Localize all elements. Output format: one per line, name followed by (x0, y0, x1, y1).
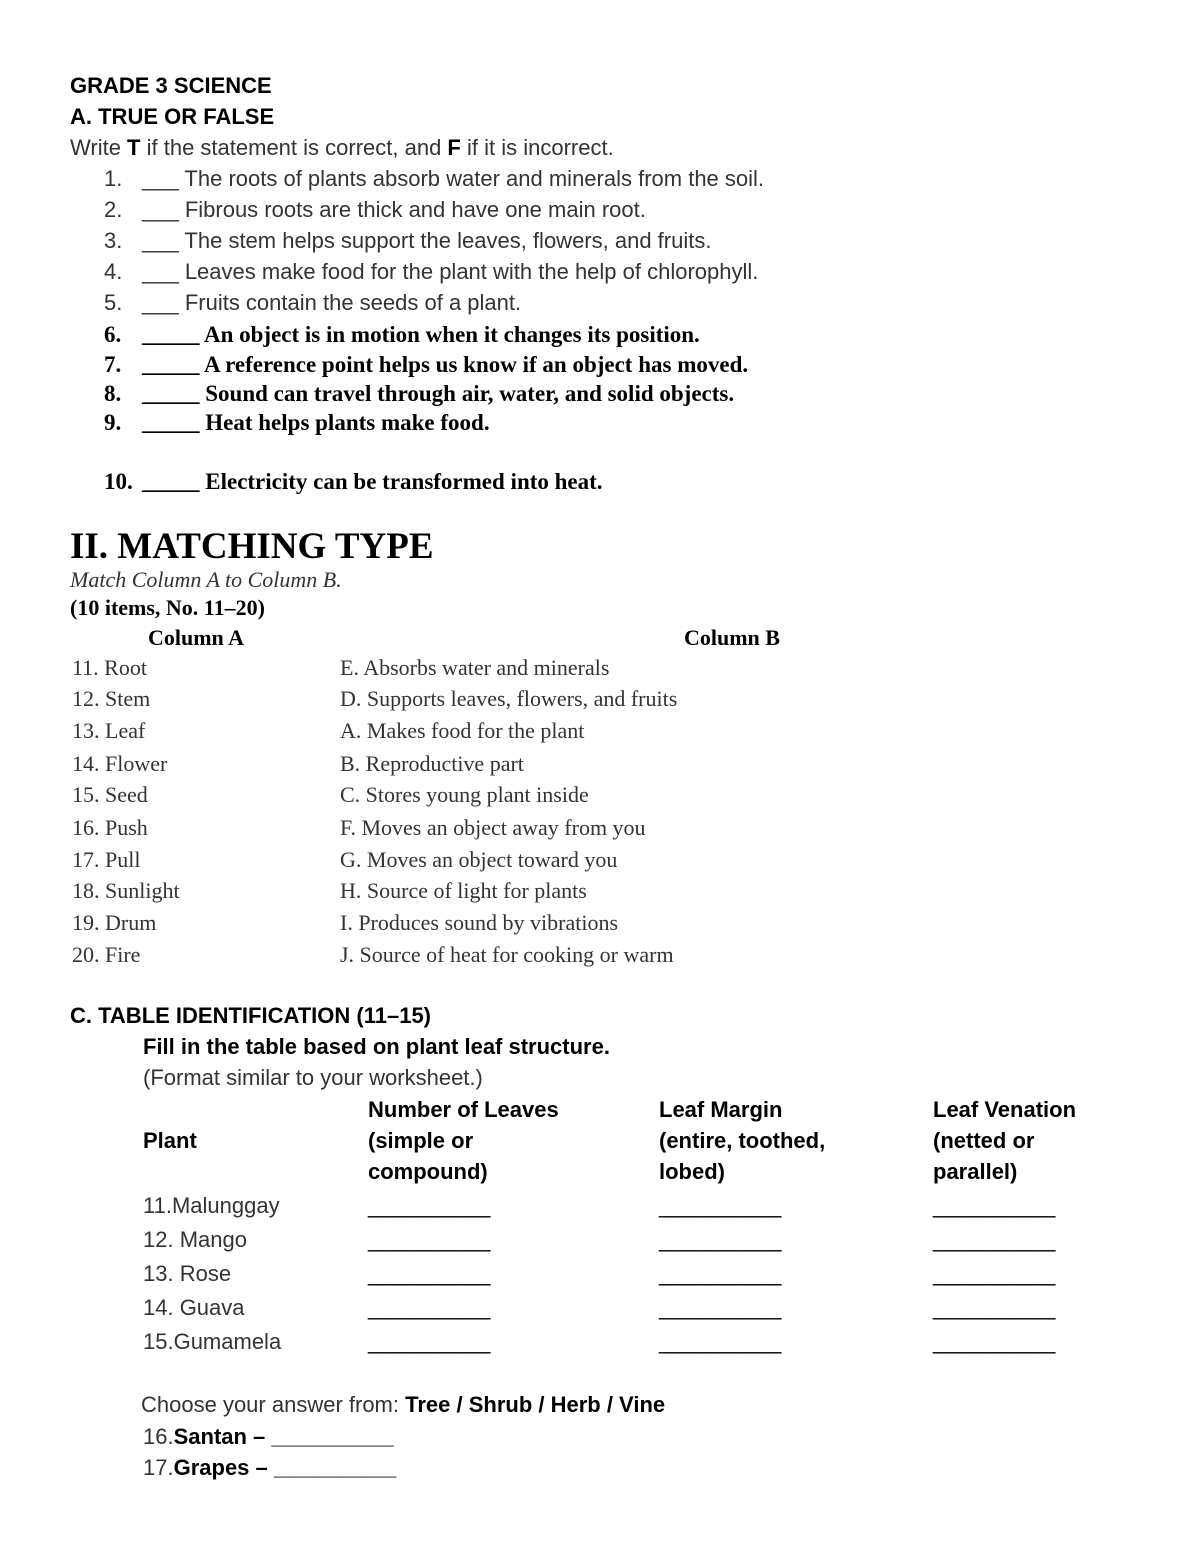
table-row-plant: 13. Rose (143, 1261, 232, 1286)
header-number-line1: Number of Leaves (368, 1097, 559, 1122)
column-a-item: 11. Root (72, 655, 147, 680)
section-a-instruction (70, 135, 614, 161)
column-b-item: F. Moves an object away from you (340, 815, 646, 840)
item-number: 3. (104, 228, 123, 253)
list-item (104, 259, 122, 285)
list-item-text: _____ Sound can travel through air, water, and solid objects. (142, 381, 735, 406)
choose-item (143, 1455, 396, 1481)
column-b-item: G. Moves an object toward you (340, 847, 618, 872)
header-number-line3: compound) (368, 1159, 488, 1184)
table-row-plant: 11.Malunggay (143, 1193, 280, 1218)
item-number: 2. (104, 197, 123, 222)
list-item-text: _____ Heat helps plants make food. (142, 410, 490, 435)
item-number: 8. (104, 381, 122, 406)
column-b-item: C. Stores young plant inside (340, 782, 589, 807)
item-label: Santan – (173, 1424, 272, 1449)
answer-blank[interactable]: __________ (933, 1261, 1056, 1286)
worksheet-title: GRADE 3 SCIENCE (70, 73, 272, 98)
header-margin-line3: lobed) (659, 1159, 725, 1184)
column-a-item: 14. Flower (72, 751, 168, 776)
column-b-item: A. Makes food for the plant (340, 718, 585, 743)
instruction-t: T (127, 135, 141, 160)
header-plant: Plant (143, 1128, 197, 1153)
answer-blank[interactable]: __________ (368, 1193, 491, 1218)
list-item-text: _____ An object is in motion when it changes its position. (142, 322, 700, 347)
header-venation-line1: Leaf Venation (933, 1097, 1077, 1122)
answer-blank[interactable]: __________ (368, 1295, 491, 1320)
matching-heading: II. MATCHING TYPE (70, 526, 434, 567)
column-b-item: J. Source of heat for cooking or warm (340, 942, 674, 967)
column-a-item: 20. Fire (72, 942, 141, 967)
item-number: 17. (143, 1455, 174, 1480)
column-a-item: 18. Sunlight (72, 878, 180, 903)
list-item-text: _____ Electricity can be transformed into heat. (142, 469, 603, 494)
table-section-heading: C. TABLE IDENTIFICATION (11–15) (70, 1003, 432, 1028)
matching-items-note: (10 items, No. 11–20) (70, 595, 265, 620)
choose-options: Tree / Shrub / Herb / Vine (405, 1392, 666, 1417)
column-b-item: B. Reproductive part (340, 751, 524, 776)
answer-blank[interactable]: __________ (659, 1295, 782, 1320)
section-a-heading: A. TRUE OR FALSE (70, 104, 275, 129)
column-a-header: Column A (148, 625, 244, 650)
answer-blank[interactable]: __________ (273, 1455, 397, 1480)
table-row-plant: 14. Guava (143, 1295, 245, 1320)
item-label: Grapes – (173, 1455, 274, 1480)
column-b-item: I. Produces sound by vibrations (340, 910, 619, 935)
answer-blank[interactable]: __________ (368, 1261, 491, 1286)
answer-blank[interactable]: __________ (368, 1227, 491, 1252)
item-number: 4. (104, 259, 123, 284)
header-margin-line1: Leaf Margin (659, 1097, 783, 1122)
instruction-post: if it is incorrect. (460, 135, 614, 160)
item-number: 7. (104, 352, 122, 377)
answer-blank[interactable]: __________ (933, 1295, 1056, 1320)
list-item-text: _____ A reference point helps us know if an object has moved. (142, 352, 749, 377)
matching-instruction: Match Column A to Column B. (70, 567, 342, 592)
list-item-text: ___ Fibrous roots are thick and have one main root. (142, 197, 646, 222)
instruction-mid: if the statement is correct, and (140, 135, 448, 160)
list-item-text: ___ The roots of plants absorb water and minerals from the soil. (142, 166, 765, 191)
item-number: 9. (104, 410, 122, 435)
item-number: 1. (104, 166, 123, 191)
list-item-text: ___ The stem helps support the leaves, flowers, and fruits. (142, 228, 712, 253)
list-item (104, 290, 122, 316)
answer-blank[interactable]: __________ (659, 1193, 782, 1218)
list-item (104, 197, 122, 223)
column-a-item: 13. Leaf (72, 718, 146, 743)
header-venation-line3: parallel) (933, 1159, 1018, 1184)
table-instruction: Fill in the table based on plant leaf structure. (143, 1034, 610, 1059)
column-a-item: 12. Stem (72, 686, 151, 711)
answer-blank[interactable]: __________ (933, 1193, 1056, 1218)
list-item (104, 166, 122, 192)
answer-blank[interactable]: __________ (368, 1329, 491, 1354)
answer-blank[interactable]: __________ (933, 1329, 1056, 1354)
choose-prefix: Choose your answer from: (141, 1392, 406, 1417)
answer-blank[interactable]: __________ (271, 1424, 394, 1449)
column-a-item: 15. Seed (72, 782, 148, 807)
list-item (104, 228, 122, 254)
column-a-item: 16. Push (72, 815, 148, 840)
table-row-plant: 12. Mango (143, 1227, 247, 1252)
answer-blank[interactable]: __________ (933, 1227, 1056, 1252)
header-number-line2: (simple or (368, 1128, 474, 1153)
item-number: 6. (104, 322, 122, 347)
answer-blank[interactable]: __________ (659, 1227, 782, 1252)
item-number: 5. (104, 290, 123, 315)
column-b-item: D. Supports leaves, flowers, and fruits (340, 686, 678, 711)
choose-line (141, 1392, 665, 1418)
header-margin-line2: (entire, toothed, (659, 1128, 826, 1153)
choose-item (143, 1424, 394, 1450)
answer-blank[interactable]: __________ (659, 1329, 782, 1354)
column-b-item: H. Source of light for plants (340, 878, 587, 903)
column-b-header: Column B (684, 625, 780, 650)
column-a-item: 19. Drum (72, 910, 157, 935)
header-venation-line2: (netted or (933, 1128, 1035, 1153)
item-number: 16. (143, 1424, 174, 1449)
column-b-item: E. Absorbs water and minerals (340, 655, 610, 680)
list-item-text: ___ Leaves make food for the plant with the help of chlorophyll. (142, 259, 759, 284)
table-row-plant: 15.Gumamela (143, 1329, 282, 1354)
item-number: 10. (104, 469, 133, 494)
instruction-pre: Write (70, 135, 128, 160)
table-note: (Format similar to your worksheet.) (143, 1065, 483, 1090)
column-a-item: 17. Pull (72, 847, 141, 872)
instruction-f: F (447, 135, 461, 160)
list-item-text: ___ Fruits contain the seeds of a plant. (142, 290, 522, 315)
answer-blank[interactable]: __________ (659, 1261, 782, 1286)
